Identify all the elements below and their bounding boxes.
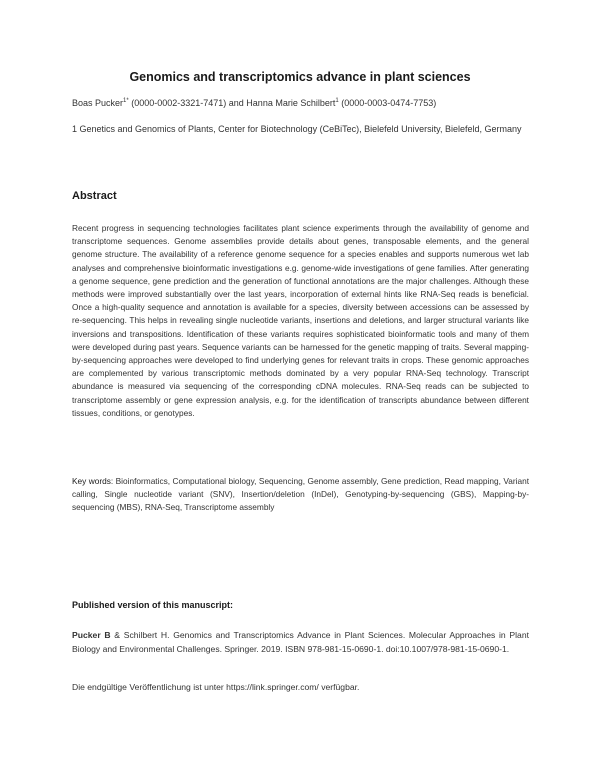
citation-author: Pucker B <box>72 630 111 640</box>
author-1-orcid: (0000-0002-3321-7471) and Hanna Marie Schilbert <box>131 98 336 108</box>
citation-text: & Schilbert H. Genomics and Transcriptomics Advance in Plant Sciences. Molecular Approaches in Plant Biology and Environmental Challenges. Springer. 2019. ISBN 978-981-15-0690-1. doi:10.1007/978-981-15-0690-1. <box>72 630 529 654</box>
affiliation: 1 Genetics and Genomics of Plants, Center for Biotechnology (CeBiTec), Bielefeld University, Bielefeld, Germany <box>72 124 522 134</box>
author-1-name: Boas Pucker <box>72 98 124 108</box>
publication-note: Die endgültige Veröffentlichung ist unter https://link.springer.com/ verfügbar. <box>72 682 360 692</box>
author-2-orcid: (0000-0003-0474-7753) <box>341 98 437 108</box>
abstract-heading: Abstract <box>72 190 117 202</box>
author-1-superscript: 1* <box>123 98 129 104</box>
keywords-label: Key words <box>72 476 111 486</box>
citation-paragraph <box>72 628 529 656</box>
keywords-text: : Bioinformatics, Computational biology, Sequencing, Genome assembly, Gene prediction, Read mapping, Variant calling, Single nucleotide variant (SNV), Insertion/deletion (InDel), Genotyping-by-sequencing (GBS), Mapping-by-sequencing (MBS), RNA-Seq, Transcriptome assembly <box>72 476 530 513</box>
keywords-paragraph <box>72 475 529 515</box>
author-line <box>72 98 436 108</box>
paper-title: Genomics and transcriptomics advance in plant sciences <box>129 70 471 84</box>
author-2-superscript: 1 <box>335 98 339 104</box>
published-heading: Published version of this manuscript: <box>72 600 234 610</box>
abstract-body: Recent progress in sequencing technologies facilitates plant science experiments through the availability of genome and transcriptome sequences. Genome assemblies provide details about genes, transposable elements, and the general genome structure. The availability of a reference genome sequence for a species enables and supports numerous wet lab analyses and comprehensive bioinformatic investigations e.g. genome-wide investigations of gene families. After generating a genome sequence, gene prediction and the generation of functional annotations are the major challenges. Although these methods were improved substantially over the last years, incorporation of external hints like RNA-Seq reads is beneficial. Once a high-quality sequence and annotation is available for a species, diversity between accessions can be assessed by re-sequencing. This helps in revealing single nucleotide variants, insertions and deletions, and larger structural variants like inversions and transpositions. Identification of these variants requires sophisticated bioinformatic tools and many of them were developed during past years. Sequence variants can be harnessed for the genetic mapping of traits. Several mapping-by-sequencing approaches were developed to find underlying genes for relevant traits in crops. These genomic approaches are complemented by various transcriptomic methods dominated by a very popular RNA-Seq technology. Transcript abundance is measured via sequencing of the corresponding cDNA molecules. RNA-Seq reads can be subjected to transcriptome assembly or gene expression analysis, e.g. for the identification of transcripts abundance between different tissues, conditions, or genotypes. <box>72 223 529 418</box>
